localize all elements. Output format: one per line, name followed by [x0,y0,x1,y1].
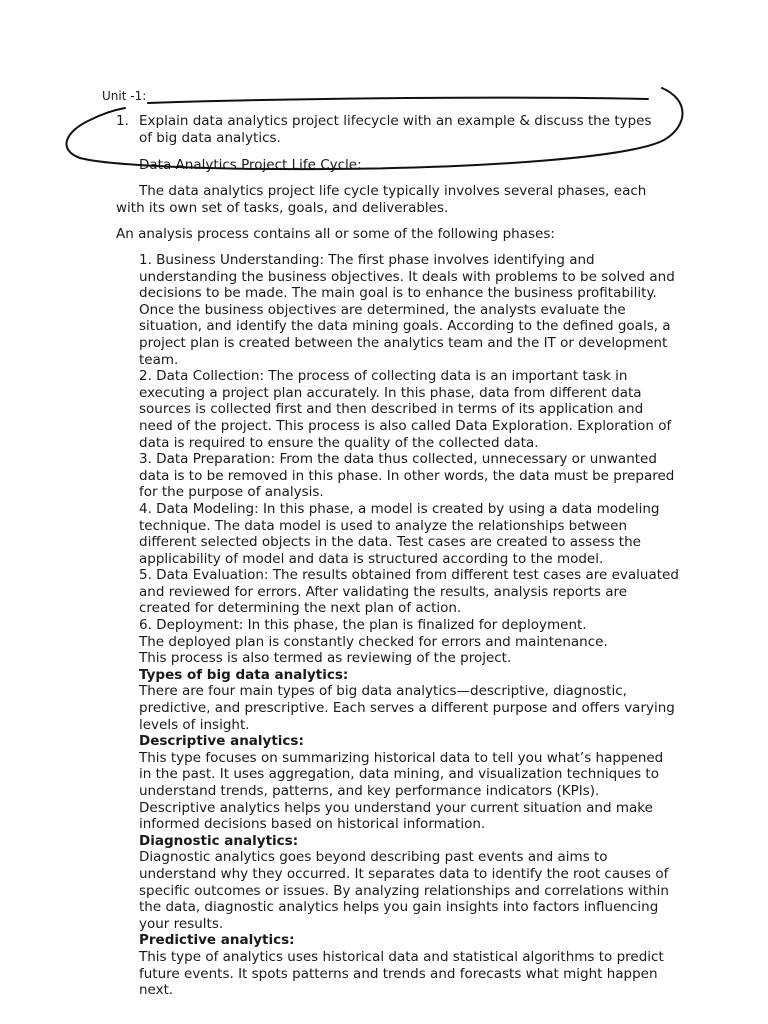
diagnostic-text: Diagnostic analytics goes beyond describing past events and aims to understand why they occurred. It separates data to identify the root causes of specific outcomes or issues. By analyzing relationships and correlations within the data, diagnostic analytics helps you gain insights into factors influencing your results. [139,849,669,932]
unit-heading: Unit -1: [102,89,147,103]
section-subtitle: Data Analytics Project Life Cycle: [139,157,362,173]
descriptive-heading: Descriptive analytics: [139,733,304,750]
question-number: 1. [116,113,129,129]
phase-deployment: 6. Deployment: In this phase, the plan is finalized for deployment. [139,617,587,634]
predictive-heading: Predictive analytics: [139,932,295,949]
phases-lead-in: An analysis process contains all or some of the following phases: [116,226,555,242]
types-heading: Types of big data analytics: [139,666,349,683]
intro-paragraph: The data analytics project life cycle typically involves several phases, each with its own set of tasks, goals, and deliverables. [116,183,647,216]
predictive-text: This type of analytics uses historical data and statistical algorithms to predict future events. It spots patterns and trends and forecasts what might happen next. [139,948,664,999]
phase-data-collection: 2. Data Collection: The process of collecting data is an important task in executing a project plan accurately. In this phase, data from different data sources is collected first and then described in terms of its application and need of the project. This process is also called Data Exploration. Exploration of data is required to ensure the quality of the collected data. [139,368,672,451]
phase-deployment-review: This process is also termed as reviewing of the project. [139,650,512,667]
phase-data-preparation: 3. Data Preparation: From the data thus collected, unnecessary or unwanted data is to be removed in this phase. In other words, the data must be prepared for the purpose of analysis. [139,451,675,501]
descriptive-text: This type focuses on summarizing historical data to tell you what’s happened in the past. It uses aggregation, data mining, and visualization techniques to understand trends, patterns, and key performance indicators (KPIs). Descriptive analytics helps you understand your current situation and make informed decisions based on historical information. [139,749,664,833]
question-text: Explain data analytics project lifecycle with an example & discuss the types of big data analytics. [139,113,652,146]
phase-data-modeling: 4. Data Modeling: In this phase, a model is created by using a data modeling technique. The data model is used to analyze the relationships between different selected objects in the data. Test cases are created to assess the applicability of model and data is structured according to the model. [139,500,660,567]
document-body [139,252,679,999]
phase-data-evaluation: 5. Data Evaluation: The results obtained from different test cases are evaluated and reviewed for errors. After validating the results, analysis reports are created for determining the next plan of action. [139,567,679,617]
phase-deployment-note: The deployed plan is constantly checked for errors and maintenance. [139,633,608,650]
phase-business-understanding: 1. Business Understanding: The first phase involves identifying and understanding the business objectives. It deals with problems to be solved and decisions to be made. The main goal is to enhance the business profitability. Once the business objectives are determined, the analysts evaluate the situation, and identify the data mining goals. According to the defined goals, a project plan is created between the analytics team and the IT or development team. [139,252,675,368]
types-intro: There are four main types of big data analytics—descriptive, diagnostic, predictive, and prescriptive. Each serves a different purpose and offers varying levels of insight. [139,683,675,733]
diagnostic-heading: Diagnostic analytics: [139,832,299,849]
